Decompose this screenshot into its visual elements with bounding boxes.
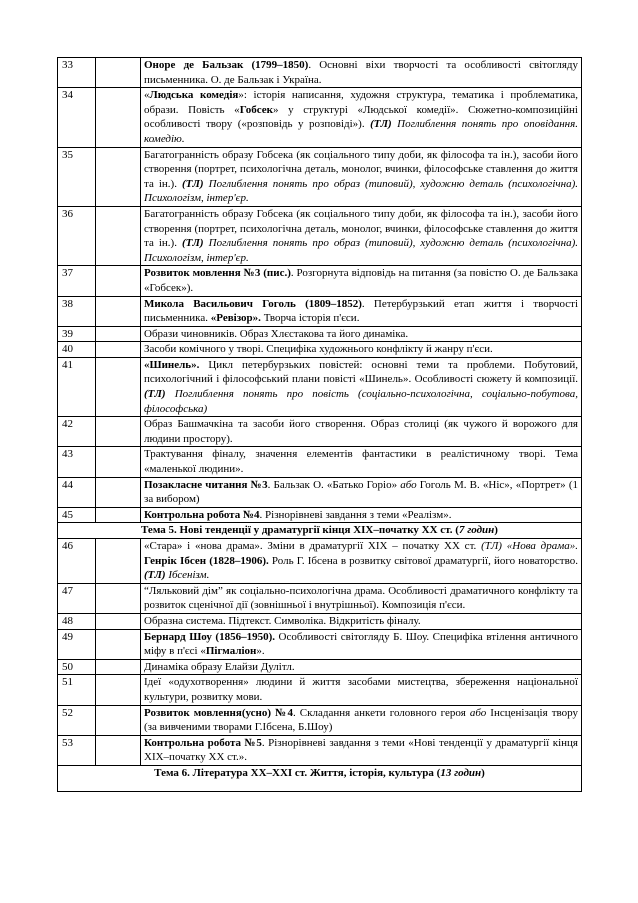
lesson-row	[58, 613, 582, 629]
date-cell	[96, 447, 141, 477]
lesson-topic	[141, 58, 582, 88]
lesson-topic	[141, 447, 582, 477]
text-run: Поглиблення понять про оповідання. комедію.	[144, 118, 578, 145]
text-run: Оноре де Бальзак (1799–1850)	[144, 59, 309, 71]
text-run: Гобсек	[239, 103, 273, 116]
lesson-row	[58, 357, 582, 416]
text-run: Микола Васильович Гоголь (1809–1852)	[144, 297, 362, 310]
text-run: Ібсенізм.	[165, 569, 210, 582]
date-cell	[96, 266, 141, 296]
date-cell	[96, 613, 141, 629]
text-run: Бернард Шоу (1856–1950).	[144, 630, 275, 643]
lesson-topic	[141, 507, 582, 523]
date-cell	[96, 735, 141, 765]
lesson-number: 46	[58, 539, 96, 584]
text-run: Поглиблення понять про образ (типовий), художню деталь (психологічна). Психологізм, інтер'єр.	[144, 177, 578, 205]
lesson-topic	[141, 735, 582, 765]
lesson-topic	[141, 477, 582, 507]
text-run: Тема 5. Нові тенденції у драматургії кінця XIX–початку XX ст. (	[141, 524, 459, 537]
section-header-row	[58, 523, 582, 539]
lesson-row	[58, 342, 582, 358]
text-run: або	[400, 478, 417, 491]
lesson-plan-table	[57, 57, 582, 792]
text-run: Образна система. Підтекст. Символіка. Відкритість фіналу.	[144, 614, 421, 627]
date-cell	[96, 147, 141, 206]
lesson-number: 39	[58, 326, 96, 342]
date-cell	[96, 539, 141, 584]
text-run: (ТЛ) «Нова драма».	[481, 540, 578, 552]
lesson-topic	[141, 675, 582, 705]
text-run: Гоголь М. В. «Ніс», «Портрет» (1 за вибором)	[144, 478, 578, 506]
lesson-topic	[141, 88, 582, 147]
lesson-topic	[141, 583, 582, 613]
text-run: Ідеї «одухотворення» людини й життя засобами мистецтва, збереження національної культури, розвитку мови.	[144, 676, 578, 703]
lesson-row	[58, 447, 582, 477]
lesson-topic	[141, 613, 582, 629]
lesson-number: 52	[58, 705, 96, 735]
section-header-row	[58, 765, 582, 791]
text-run: . Бальзак О. «Батько Горіо»	[267, 478, 401, 491]
section-title	[58, 523, 582, 539]
lesson-number: 50	[58, 659, 96, 675]
date-cell	[96, 477, 141, 507]
date-cell	[96, 417, 141, 447]
text-run: Творча історія п'єси.	[260, 312, 360, 325]
text-run: Образи чиновників. Образ Хлєстакова та його динаміка.	[144, 327, 409, 340]
lesson-row	[58, 507, 582, 523]
lesson-number: 36	[58, 206, 96, 265]
lesson-row	[58, 147, 582, 206]
lesson-plan-body	[58, 58, 582, 792]
lesson-topic	[141, 539, 582, 584]
text-run: Особливості світогляду Б. Шоу. Специфіка втілення античного міфу в п'єсі «	[144, 630, 578, 658]
lesson-topic	[141, 206, 582, 265]
text-run: )	[481, 766, 485, 779]
lesson-topic	[141, 659, 582, 675]
curriculum-sheet	[57, 57, 582, 792]
lesson-row	[58, 206, 582, 265]
lesson-topic	[141, 357, 582, 416]
lesson-topic	[141, 705, 582, 735]
lesson-row	[58, 326, 582, 342]
text-run: “Ляльковий дім” як соціально-психологічна драма. Особливості драматичного конфлікту та розвиток сценічної дії (зовнішньої і внутрішньої). Композиція п'єси.	[144, 584, 578, 612]
section-title	[58, 765, 582, 791]
text-run: (ТЛ)	[370, 118, 392, 131]
text-run: . Петербурзький етап життя і творчості письменника.	[144, 297, 578, 325]
text-run: Динаміка образу Елайзи Дулітл.	[144, 660, 295, 673]
text-run: Розвиток мовлення №3 (пис.)	[144, 267, 291, 280]
lesson-number: 45	[58, 507, 96, 523]
lesson-topic	[141, 342, 582, 358]
lesson-number: 37	[58, 266, 96, 296]
text-run: Цикл петербурзьких повістей: основні теми та проблеми. Побутовий, психологічний і філософський плани повісті «Шинель». Особливості сюжету й композиції.	[144, 358, 578, 386]
text-run: або	[469, 706, 487, 719]
lesson-row	[58, 539, 582, 584]
date-cell	[96, 296, 141, 326]
lesson-number: 53	[58, 735, 96, 765]
text-run: Роль Г. Ібсена в розвитку світової драматургії, його новаторство.	[268, 554, 578, 567]
lesson-row	[58, 629, 582, 659]
text-run: Багатогранність образу Гобсека (як соціального типу доби, як філософа та ін.), засоби його створення (портрет, психологічна деталь, монолог, вчинки, філософське ставлення до життя та ін.).	[144, 148, 578, 190]
text-run: (ТЛ)	[144, 569, 166, 582]
date-cell	[96, 206, 141, 265]
text-run: «Шинель».	[144, 358, 200, 371]
text-run: . Різнорівневі завдання з теми «Нові тенденції у драматургії кінця XIX–початку XX ст.».	[144, 736, 578, 764]
lesson-row	[58, 583, 582, 613]
lesson-topic	[141, 147, 582, 206]
text-run: . Різнорівневі завдання з теми «Реалізм».	[259, 508, 452, 521]
date-cell	[96, 705, 141, 735]
text-run: Розвиток мовлення(усно) №4	[144, 706, 293, 719]
text-run: Багатогранність образу Гобсека (як соціального типу доби, як філософа та ін.), засоби його створення (портрет, психологічна деталь, монолог, вчинки, філософське ставлення до життя та ін.).	[144, 207, 578, 250]
text-run: Поглиблення понять про повість (соціально-психологічна, соціально-побутова, філософська)	[144, 388, 578, 415]
date-cell	[96, 58, 141, 88]
text-run: Тема 6. Література XX–XXI ст. Життя, історія, культура (	[154, 766, 441, 779]
text-run: . Основні віхи творчості та особливості світогляду письменника. О. де Бальзак і Україна.	[144, 59, 578, 86]
lesson-number: 40	[58, 342, 96, 358]
lesson-row	[58, 266, 582, 296]
lesson-topic	[141, 417, 582, 447]
lesson-number: 49	[58, 629, 96, 659]
text-run: ».	[256, 645, 265, 658]
text-run: » у структурі «Людської комедії». Сюжетно-композиційні особливості твору («розповідь у розповіді»).	[144, 103, 578, 131]
text-run: (ТЛ)	[182, 177, 204, 190]
date-cell	[96, 326, 141, 342]
lesson-number: 41	[58, 357, 96, 416]
lesson-row	[58, 705, 582, 735]
text-run: Пігмаліон	[205, 645, 257, 658]
lesson-row	[58, 88, 582, 147]
date-cell	[96, 675, 141, 705]
text-run: 7 годин	[458, 524, 495, 537]
lesson-number: 35	[58, 147, 96, 206]
text-run: (ТЛ)	[144, 388, 166, 401]
lesson-row	[58, 477, 582, 507]
text-run: Позакласне читання №3	[144, 478, 268, 491]
date-cell	[96, 357, 141, 416]
lesson-number: 48	[58, 613, 96, 629]
text-run: «	[144, 89, 150, 102]
text-run: . Розгорнута відповідь на питання (за повістю О. де Бальзака «Гобсек»).	[144, 267, 578, 294]
date-cell	[96, 507, 141, 523]
lesson-number: 38	[58, 296, 96, 326]
lesson-topic	[141, 266, 582, 296]
text-run: . Складання анкети головного героя	[293, 706, 470, 719]
date-cell	[96, 342, 141, 358]
text-run: (ТЛ)	[182, 237, 204, 250]
text-run: Поглиблення понять про образ (типовий), художню деталь (психологічна). Психологізм, інтер'єр.	[144, 237, 578, 264]
date-cell	[96, 583, 141, 613]
lesson-row	[58, 296, 582, 326]
lesson-number: 33	[58, 58, 96, 88]
text-run: Генрік Ібсен (1828–1906).	[144, 554, 269, 567]
text-run: »: історія написання, художня структура, тематика і проблематика, образи. Повість «	[144, 89, 578, 116]
lesson-topic	[141, 326, 582, 342]
text-run: Контрольна робота №5	[144, 736, 262, 749]
date-cell	[96, 659, 141, 675]
text-run: Трактування фіналу, значення елементів фантастики в реалістичному творі. Тема «маленької людини».	[144, 448, 578, 476]
date-cell	[96, 88, 141, 147]
text-run: Контрольна робота №4	[144, 508, 260, 521]
lesson-number: 44	[58, 477, 96, 507]
text-run: Засоби комічного у творі. Специфіка художнього конфлікту й жанру п'єси.	[144, 343, 493, 356]
lesson-number: 47	[58, 583, 96, 613]
text-run: )	[494, 524, 498, 537]
lesson-row	[58, 659, 582, 675]
text-run: 13 годин	[440, 766, 482, 779]
text-run: Людська комедія	[149, 89, 239, 102]
lesson-row	[58, 675, 582, 705]
lesson-number: 34	[58, 88, 96, 147]
lesson-number: 51	[58, 675, 96, 705]
lesson-row	[58, 58, 582, 88]
lesson-row	[58, 417, 582, 447]
lesson-topic	[141, 296, 582, 326]
lesson-row	[58, 735, 582, 765]
lesson-number: 43	[58, 447, 96, 477]
text-run: Образ Башмачкіна та засоби його створення. Образ столиці (як чужого й ворожого для людини простору).	[144, 418, 578, 445]
lesson-topic	[141, 629, 582, 659]
text-run: Інсценізація твору (за вивченими творами Г.Ібсена, Б.Шоу)	[144, 706, 579, 734]
text-run: «Ревізор».	[210, 312, 261, 325]
lesson-number: 42	[58, 417, 96, 447]
date-cell	[96, 629, 141, 659]
text-run: «Стара» і «нова драма». Зміни в драматургії XIX – початку XX ст.	[144, 540, 482, 552]
